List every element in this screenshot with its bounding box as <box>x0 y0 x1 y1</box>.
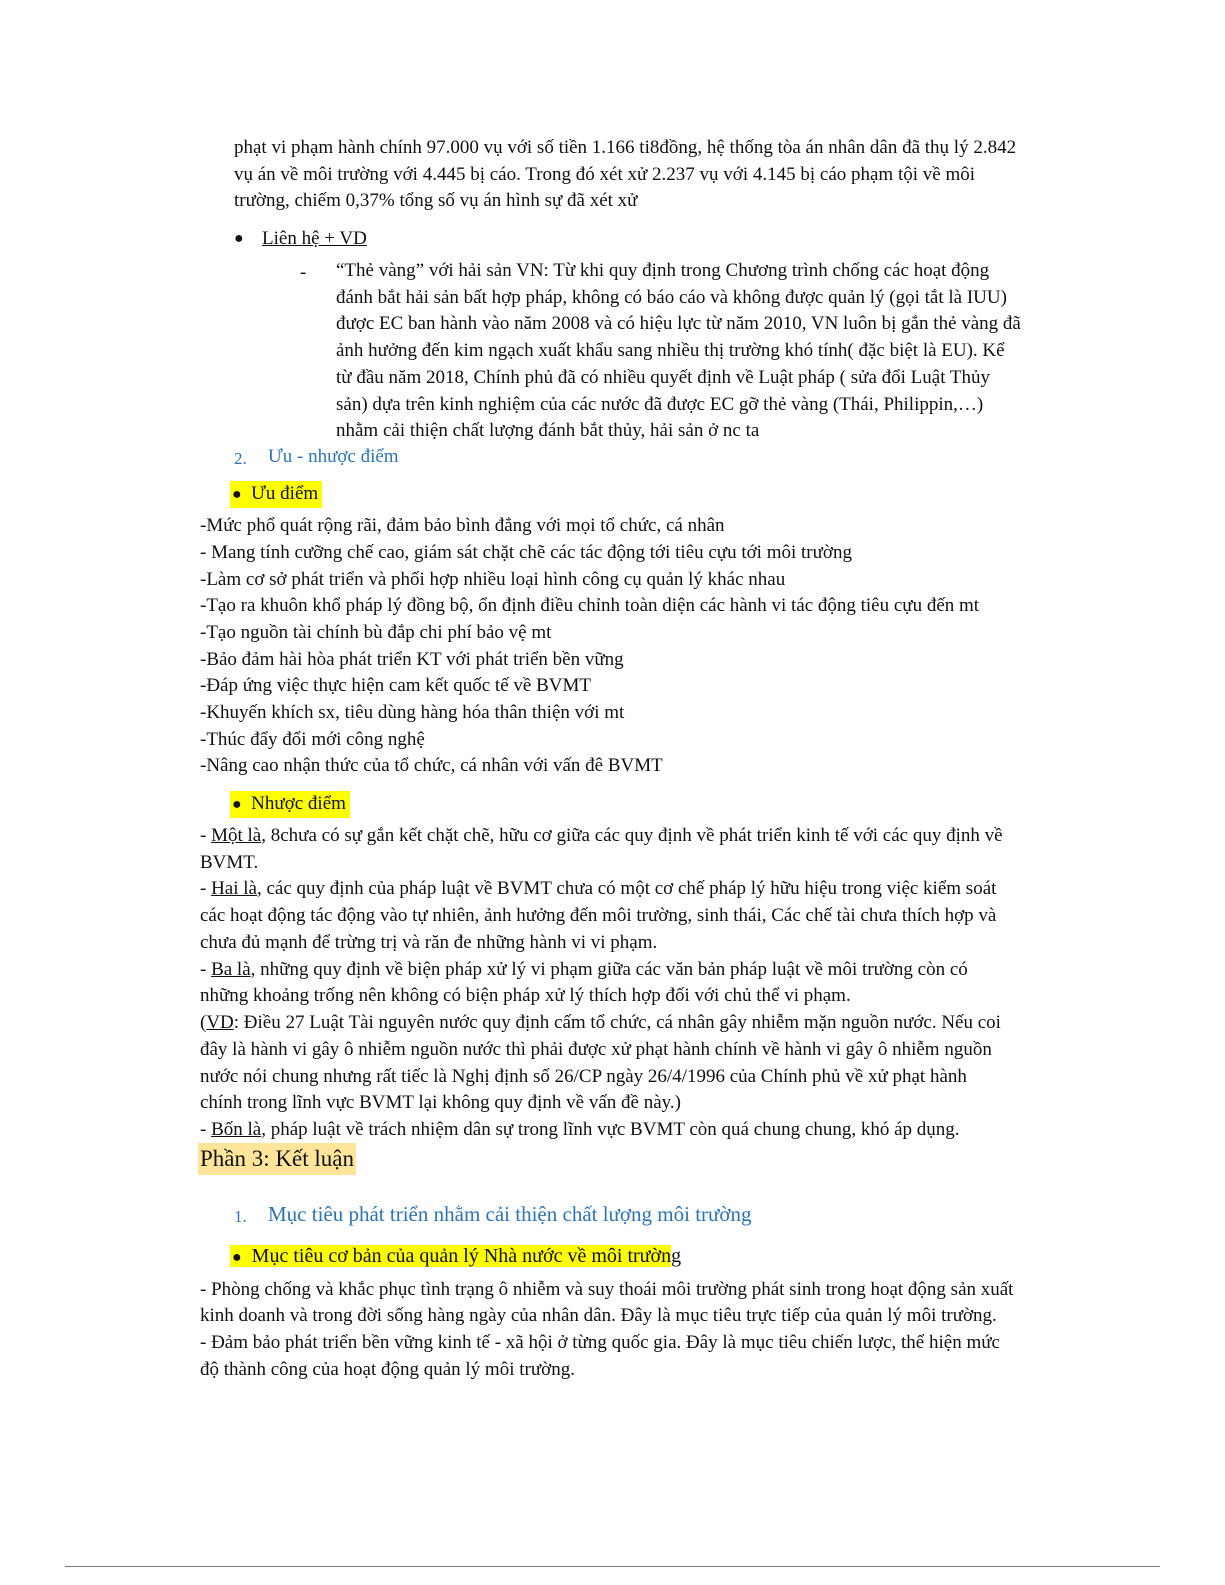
prefix: - <box>200 959 212 980</box>
key-term: Ba là <box>211 959 251 980</box>
nhuocdiem-vd-cont: nước nói chung nhưng rất tiếc là Nghị định số 26/CP ngày 26/4/1996 của Chính phủ về xử phạt hành <box>200 1066 967 1087</box>
bullet-icon: ● <box>232 486 242 503</box>
nhuocdiem-ba <box>200 957 968 983</box>
muctieu-line: kinh doanh và trong đời sống hàng ngày của nhân dân. Đây là mục tiêu trực tiếp của quản lý môi trường. <box>200 1305 997 1326</box>
intro-line-2: vụ án về môi trường với 4.445 bị cáo. Trong đó xét xử 2.237 vụ với 4.145 bị cáo phạm tội về môi <box>234 164 976 185</box>
muctieu-label: Mục tiêu cơ bản của quản lý Nhà nước về môi trườn <box>251 1245 672 1267</box>
key-term: Một là <box>211 825 262 846</box>
uudiem-item: -Làm cơ sở phát triển và phối hợp nhiều loại hình công cụ quản lý khác nhau <box>200 569 786 590</box>
part-title: Phần 3: Kết luận <box>198 1143 356 1175</box>
lienhe-line-4: ảnh hưởng đến kim ngạch xuất khẩu sang nhiều thị trường khó tính( đặc biệt là EU). Kể <box>336 340 1005 361</box>
page-divider <box>65 1566 1160 1567</box>
prefix: - <box>200 825 212 846</box>
uudiem-item: -Bảo đảm hài hòa phát triển KT với phát triển bền vững <box>200 649 624 670</box>
nhuocdiem-hai-cont: các hoạt động tác động vào tự nhiên, ảnh hưởng đến môi trường, sinh thái, Các chế tài chưa thích hợp và <box>200 905 997 926</box>
nhuocdiem-mot <box>200 823 1003 849</box>
nhuocdiem-ba-cont: những khoảng trống nên không có biện pháp xử lý thích hợp đối với chủ thể vi phạm. <box>200 985 851 1006</box>
muctieu-line: độ thành công của hoạt động quản lý môi trường. <box>200 1359 575 1380</box>
uudiem-item: -Thúc đẩy đổi mới công nghệ <box>200 729 425 750</box>
nhuocdiem-label: Nhược điểm <box>251 793 346 814</box>
lienhe-line-2: đánh bắt hải sản bất hợp pháp, không có báo cáo và không được quản lý (gọi tắt là IUU) <box>336 287 1007 308</box>
key-term: VD <box>206 1012 234 1033</box>
muctieu-heading <box>230 1243 681 1271</box>
lienhe-line-5: từ đầu năm 2018, Chính phủ đã có nhiều quyết định về Luật pháp ( sửa đổi Luật Thủy <box>336 367 990 388</box>
muctieu-highlight <box>230 1245 671 1267</box>
lienhe-line-6: sản) dựa trên kinh nghiệm của các nước đã được EC gỡ thẻ vàng (Thái, Philippin,…) <box>336 394 984 415</box>
text: : Điều 27 Luật Tài nguyên nước quy định cấm tổ chức, cá nhân gây nhiễm mặn nguồn nước. Nếu coi <box>233 1012 1001 1033</box>
uudiem-item: - Mang tính cưỡng chế cao, giám sát chặt chẽ các tác động tới tiêu cựu tới môi trường <box>200 542 852 563</box>
nhuocdiem-vd-cont: đây là hành vi gây ô nhiễm nguồn nước thì phải được xử phạt hành chính về hành vi gây ô nhiễm nguồn <box>200 1039 992 1060</box>
intro-line-3: trường, chiếm 0,37% tổng số vụ án hình sự đã xét xử <box>234 190 638 211</box>
lienhe-line-7: nhằm cải thiện chất lượng đánh bắt thủy, hải sản ở nc ta <box>336 420 760 441</box>
lienhe-line-3: được EC ban hành vào năm 2008 và có hiệu lực từ năm 2010, VN luôn bị gắn thẻ vàng đã <box>336 313 1021 334</box>
uudiem-item: -Đáp ứng việc thực hiện cam kết quốc tế về BVMT <box>200 675 591 696</box>
uudiem-label: Ưu điểm <box>251 483 319 504</box>
nhuocdiem-hai-cont: chưa đủ mạnh để trừng trị và răn đe những hành vi vi phạm. <box>200 932 658 953</box>
muctieu-line: - Đảm bảo phát triển bền vững kinh tế - xã hội ở từng quốc gia. Đây là mục tiêu chiến lược, thể hiện mức <box>200 1332 1000 1353</box>
text: , các quy định của pháp luật về BVMT chưa có một cơ chế pháp lý hữu hiệu trong việc kiểm soát <box>256 878 997 899</box>
prefix: ( <box>200 1012 207 1033</box>
lienhe-label: Liên hệ + VD <box>262 228 367 249</box>
section-number: 1. <box>234 1207 247 1226</box>
text: , pháp luật về trách nhiệm dân sự trong lĩnh vực BVMT còn quá chung chung, khó áp dụng. <box>261 1119 960 1140</box>
nhuocdiem-heading <box>230 791 350 818</box>
muctieu-line: - Phòng chống và khắc phục tình trạng ô nhiễm và suy thoái môi trường phát sinh trong hoạt động sản xuất <box>200 1279 1014 1300</box>
section-heading: Mục tiêu phát triển nhằm cải thiện chất lượng môi trường <box>268 1202 752 1226</box>
prefix: - <box>200 1119 212 1140</box>
uudiem-item: -Tạo ra khuôn khổ pháp lý đồng bộ, ổn định điều chỉnh toàn diện các hành vi tác động tiêu cựu đến mt <box>200 595 980 616</box>
key-term: Hai là <box>211 878 257 899</box>
nhuocdiem-hai <box>200 876 996 902</box>
muctieu-label-tail: g <box>671 1245 682 1267</box>
uudiem-item: -Tạo nguồn tài chính bù đắp chi phí bảo vệ mt <box>200 622 552 643</box>
nhuocdiem-mot-cont: BVMT. <box>200 852 259 873</box>
nhuocdiem-vd-cont: chính trong lĩnh vực BVMT lại không quy định về vấn đề này.) <box>200 1092 682 1113</box>
nhuocdiem-vd <box>200 1010 1001 1036</box>
text: , 8chưa có sự gắn kết chặt chẽ, hữu cơ giữa các quy định về phát triển kinh tế với các quy định về <box>261 825 1003 846</box>
prefix: - <box>200 878 212 899</box>
bullet-icon: ● <box>234 230 244 247</box>
uudiem-item: -Mức phổ quát rộng rãi, đảm bảo bình đẳng với mọi tổ chức, cá nhân <box>200 515 725 536</box>
uudiem-item: -Nâng cao nhận thức của tổ chức, cá nhân với vấn đê BVMT <box>200 755 663 776</box>
lienhe-line-1: “Thẻ vàng” với hải sản VN: Từ khi quy định trong Chương trình chống các hoạt động <box>336 260 990 281</box>
bullet-icon: ● <box>232 1249 242 1266</box>
dash-marker: - <box>300 262 307 283</box>
nhuocdiem-bon <box>200 1117 960 1143</box>
section-number: 2. <box>234 449 247 468</box>
section-heading: Ưu - nhược điểm <box>268 446 399 467</box>
intro-line-1: phạt vi phạm hành chính 97.000 vụ với số tiền 1.166 ti8đồng, hệ thống tòa án nhân dân đã thụ lý 2.842 <box>234 137 1017 158</box>
uudiem-heading <box>230 481 322 508</box>
key-term: Bốn là <box>211 1119 262 1140</box>
uudiem-item: -Khuyến khích sx, tiêu dùng hàng hóa thân thiện với mt <box>200 702 625 723</box>
text: , những quy định về biện pháp xử lý vi phạm giữa các văn bản pháp luật về môi trường còn có <box>250 959 968 980</box>
bullet-icon: ● <box>232 796 242 813</box>
